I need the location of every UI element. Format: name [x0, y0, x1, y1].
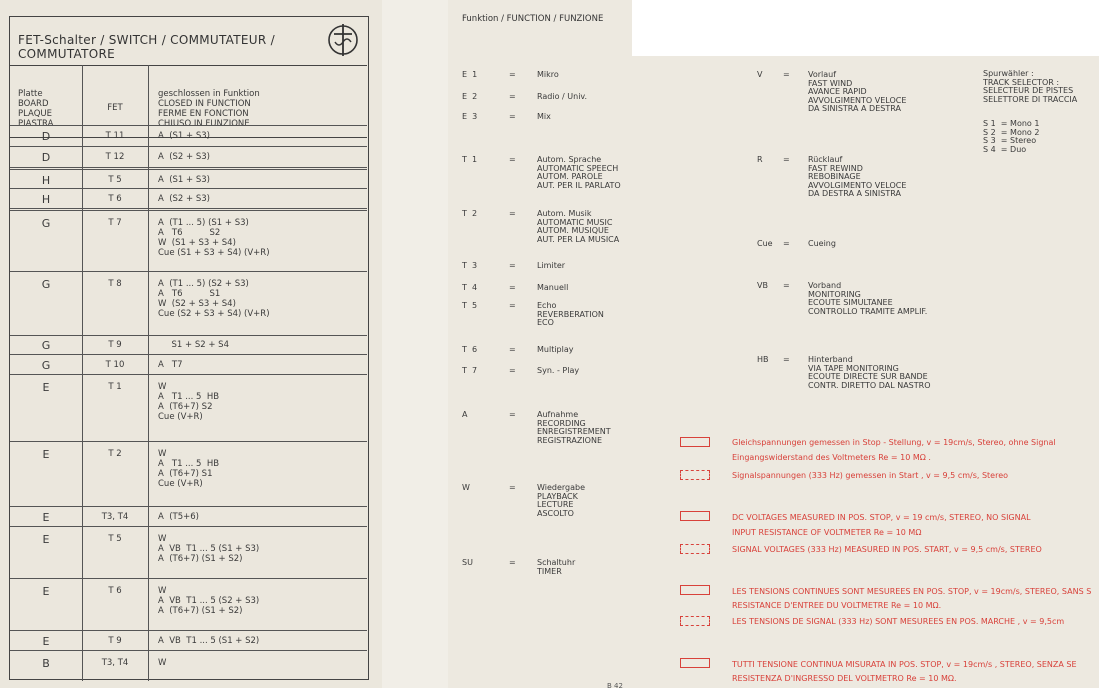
- legend-heading: Funktion / FUNCTION / FUNZIONE: [462, 14, 604, 24]
- legend-eq: =: [783, 281, 790, 290]
- legend-text: Multiplay: [537, 345, 574, 354]
- legend-eq: =: [509, 366, 516, 375]
- row-fet: T 7: [108, 218, 122, 228]
- legend-text: Cueing: [808, 239, 836, 248]
- legend-text: Manuell: [537, 283, 569, 292]
- legend-text: Schaltuhr TIMER: [537, 558, 576, 576]
- row-function: A (S1 + S3): [158, 131, 210, 141]
- row-board: B: [42, 656, 50, 670]
- legend-code: SU: [462, 558, 473, 567]
- signal-voltage-box-icon: [680, 470, 710, 480]
- row-fet: T 8: [108, 279, 122, 289]
- note-de-signal: Signalspannungen (333 Hz) gemessen in Start , v = 9,5 cm/s, Stereo: [732, 471, 1009, 480]
- note-fr-resistance: RESISTANCE D'ENTREE DU VOLTMETRE Re = 10 MΩ.: [732, 601, 942, 610]
- note-de-resistance: Eingangswiderstand des Voltmeters Re = 10 MΩ .: [732, 453, 931, 462]
- row-board: G: [41, 339, 51, 352]
- blank-corner: [632, 0, 1099, 56]
- row-fet: T 9: [108, 635, 122, 646]
- legend-code: W: [462, 483, 470, 492]
- legend-text: Radio / Univ.: [537, 92, 588, 101]
- table-row: [10, 374, 367, 442]
- legend-eq: =: [509, 112, 516, 121]
- note-en-signal: SIGNAL VOLTAGES (333 Hz) MEASURED IN POS. START, v = 9,5 cm/s, STEREO: [732, 545, 1042, 554]
- row-fet: T3, T4: [101, 657, 129, 668]
- legend-code: T 6: [462, 345, 478, 354]
- row-function: A (S2 + S3): [158, 193, 210, 204]
- row-board: E: [42, 448, 50, 461]
- table-row: [10, 208, 367, 274]
- row-function: A (T1 ... 5) (S1 + S3) A T6 S2 W (S1 + S3 + S4) Cue (S1 + S3 + S4) (V+R): [158, 218, 270, 258]
- legend-eq: =: [509, 283, 516, 292]
- legend-code: Cue: [757, 239, 773, 248]
- note-fr-dc: LES TENSIONS CONTINUES SONT MESUREES EN POS. STOP, v = 19cm/s, STEREO, SANS S: [732, 587, 1092, 596]
- row-function: A T7: [158, 359, 183, 370]
- legend-code: E 3: [462, 112, 478, 121]
- legend-eq: =: [509, 209, 516, 218]
- row-board: D: [41, 151, 51, 164]
- legend-eq: =: [509, 483, 516, 492]
- row-board: E: [42, 381, 50, 394]
- row-board: E: [42, 585, 50, 598]
- table-row: [10, 630, 367, 651]
- table-row: [10, 650, 367, 675]
- legend-eq: =: [783, 70, 790, 79]
- table-row: [10, 526, 367, 579]
- note-en-resistance: INPUT RESISTANCE OF VOLTMETER Re = 10 MΩ: [732, 528, 922, 537]
- gap-strip: [382, 0, 448, 688]
- row-board: E: [42, 634, 50, 648]
- legend-eq: =: [783, 355, 790, 364]
- legend-text: Vorband MONITORING ECOUTE SIMULTANEE CONTROLLO TRAMITE AMPLIF.: [808, 281, 928, 316]
- table-row: [10, 146, 367, 168]
- row-function: A VB T1 ... 5 (S1 + S2): [158, 635, 260, 646]
- track-selector-list: S 1 = Mono 1 S 2 = Mono 2 S 3 = Stereo S 4 = Duo: [983, 119, 1040, 154]
- note-it-resistance: RESISTENZA D'INGRESSO DEL VOLTMETRO Re = 10 MΩ.: [732, 674, 957, 683]
- legend-eq: =: [509, 410, 516, 419]
- row-function: W A T1 ... 5 HB A (T6+7) S2 Cue (V+R): [158, 382, 220, 422]
- legend-text: Aufnahme RECORDING ENREGISTREMENT REGISTRAZIONE: [537, 410, 611, 445]
- legend-code: T 7: [462, 366, 478, 375]
- legend-text: Limiter: [537, 261, 566, 270]
- dc-voltage-box-icon: [680, 511, 710, 521]
- legend-text: Syn. - Play: [537, 366, 580, 375]
- row-fet: T 2: [108, 449, 122, 459]
- table-row: [10, 354, 367, 375]
- legend-code: R: [757, 155, 763, 164]
- legend-text: Echo REVERBERATION ECO: [537, 301, 604, 328]
- note-it-dc: TUTTI TENSIONE CONTINUA MISURATA IN POS. STOP, v = 19cm/s , STEREO, SENZA SE: [732, 660, 1077, 669]
- legend-code: V: [757, 70, 763, 79]
- signal-voltage-box-icon: [680, 544, 710, 554]
- row-board: G: [41, 358, 51, 372]
- row-board: G: [41, 217, 51, 230]
- dc-voltage-box-icon: [680, 437, 710, 447]
- table-row: [10, 188, 367, 209]
- table-row: [10, 578, 367, 631]
- legend-eq: =: [509, 558, 516, 567]
- row-fet: T3, T4: [101, 511, 129, 522]
- row-board: E: [42, 533, 50, 546]
- legend-text: Mix: [537, 112, 551, 121]
- table-row: [10, 271, 367, 336]
- legend-text: Rücklauf FAST REWIND REBOBINAGE AVVOLGIMENTO VELOCE DA DESTRA A SINISTRA: [808, 155, 907, 199]
- table-row: [10, 506, 367, 527]
- legend-code: T 4: [462, 283, 478, 292]
- dc-voltage-box-icon: [680, 658, 710, 668]
- legend-eq: =: [509, 70, 516, 79]
- table-title: FET-Schalter / SWITCH / COMMUTATEUR / COMMUTATORE: [18, 33, 275, 61]
- legend-eq: =: [783, 239, 790, 248]
- row-fet: T 12: [105, 152, 125, 162]
- row-fet: T 6: [108, 193, 122, 204]
- row-fet: T 5: [108, 175, 122, 185]
- legend-eq: =: [509, 301, 516, 310]
- table-row: [10, 441, 367, 507]
- row-function: A (T5+6): [158, 511, 199, 522]
- legend-code: T 3: [462, 261, 478, 270]
- row-board: H: [41, 192, 51, 206]
- legend-text: Wiedergabe PLAYBACK LECTURE ASCOLTO: [537, 483, 586, 518]
- legend-code: T 2: [462, 209, 478, 218]
- legend-text: Autom. Musik AUTOMATIC MUSIC AUTOM. MUSIQUE AUT. PER LA MUSICA: [537, 209, 620, 244]
- row-fet: T 6: [108, 586, 122, 596]
- legend-code: A: [462, 410, 468, 419]
- row-fet: T 11: [105, 131, 125, 141]
- row-board: D: [41, 130, 51, 143]
- legend-text: Mikro: [537, 70, 559, 79]
- logo-icon: [326, 23, 360, 57]
- row-fet: T 5: [108, 534, 122, 544]
- legend-eq: =: [509, 261, 516, 270]
- header-fet: FET: [107, 103, 123, 113]
- note-de-dc: Gleichspannungen gemessen in Stop - Stellung, v = 19cm/s, Stereo, ohne Signal: [732, 438, 1056, 447]
- legend-code: HB: [757, 355, 769, 364]
- table-title-row: [10, 17, 367, 66]
- row-fet: T 10: [105, 359, 125, 370]
- row-function: W A VB T1 ... 5 (S1 + S3) A (T6+7) (S1 + S2): [158, 534, 260, 564]
- legend-code: E 2: [462, 92, 478, 101]
- dc-voltage-box-icon: [680, 585, 710, 595]
- row-function: A (T1 ... 5) (S2 + S3) A T6 S1 W (S2 + S3 + S4) Cue (S2 + S3 + S4) (V+R): [158, 279, 270, 319]
- legend-eq: =: [509, 345, 516, 354]
- row-fet: T 1: [108, 382, 122, 392]
- row-fet: T 9: [108, 340, 122, 350]
- row-board: H: [41, 174, 51, 187]
- row-function: A (S1 + S3): [158, 175, 210, 185]
- row-function: A (S2 + S3): [158, 152, 210, 162]
- table-row: [10, 335, 367, 355]
- legend-eq: =: [783, 155, 790, 164]
- signal-voltage-box-icon: [680, 616, 710, 626]
- row-function: S1 + S2 + S4: [158, 340, 229, 350]
- note-fr-signal: LES TENSIONS DE SIGNAL (333 Hz) SONT MESUREES EN POS. MARCHE , v = 9,5cm: [732, 617, 1065, 626]
- legend-code: E 1: [462, 70, 478, 79]
- header-function: geschlossen in Funktion CLOSED IN FUNCTION FERME EN FONCTION CHIUSO IN FUNZIONE: [158, 89, 260, 129]
- legend-text: Autom. Sprache AUTOMATIC SPEECH AUTOM. PAROLE AUT. PER IL PARLATO: [537, 155, 621, 190]
- row-board: G: [41, 278, 51, 291]
- page-number: B 42: [607, 682, 623, 688]
- row-function: W A T1 ... 5 HB A (T6+7) S1 Cue (V+R): [158, 449, 220, 489]
- legend-eq: =: [509, 155, 516, 164]
- header-board: Platte BOARD PLAQUE PIASTRA: [18, 89, 54, 129]
- note-en-dc: DC VOLTAGES MEASURED IN POS. STOP, v = 19 cm/s, STEREO, NO SIGNAL: [732, 513, 1031, 522]
- legend-code: T 1: [462, 155, 478, 164]
- legend-eq: =: [509, 92, 516, 101]
- table-row: [10, 125, 367, 147]
- legend-code: VB: [757, 281, 768, 290]
- row-function: W: [158, 657, 167, 668]
- legend-code: T 5: [462, 301, 478, 310]
- track-selector-title: Spurwähler : TRACK SELECTOR : SELECTEUR DE PISTES SELETTORE DI TRACCIA: [983, 69, 1078, 104]
- legend-text: Hinterband VIA TAPE MONITORING ECOUTE DIRECTE SUR BANDE CONTR. DIRETTO DAL NASTRO: [808, 355, 931, 390]
- legend-text: Vorlauf FAST WIND AVANCE RAPID AVVOLGIMENTO VELOCE DA SINISTRA A DESTRA: [808, 70, 907, 114]
- row-board: E: [42, 510, 50, 524]
- row-function: W A VB T1 ... 5 (S2 + S3) A (T6+7) (S1 + S2): [158, 586, 260, 616]
- fet-switch-table: [9, 16, 369, 680]
